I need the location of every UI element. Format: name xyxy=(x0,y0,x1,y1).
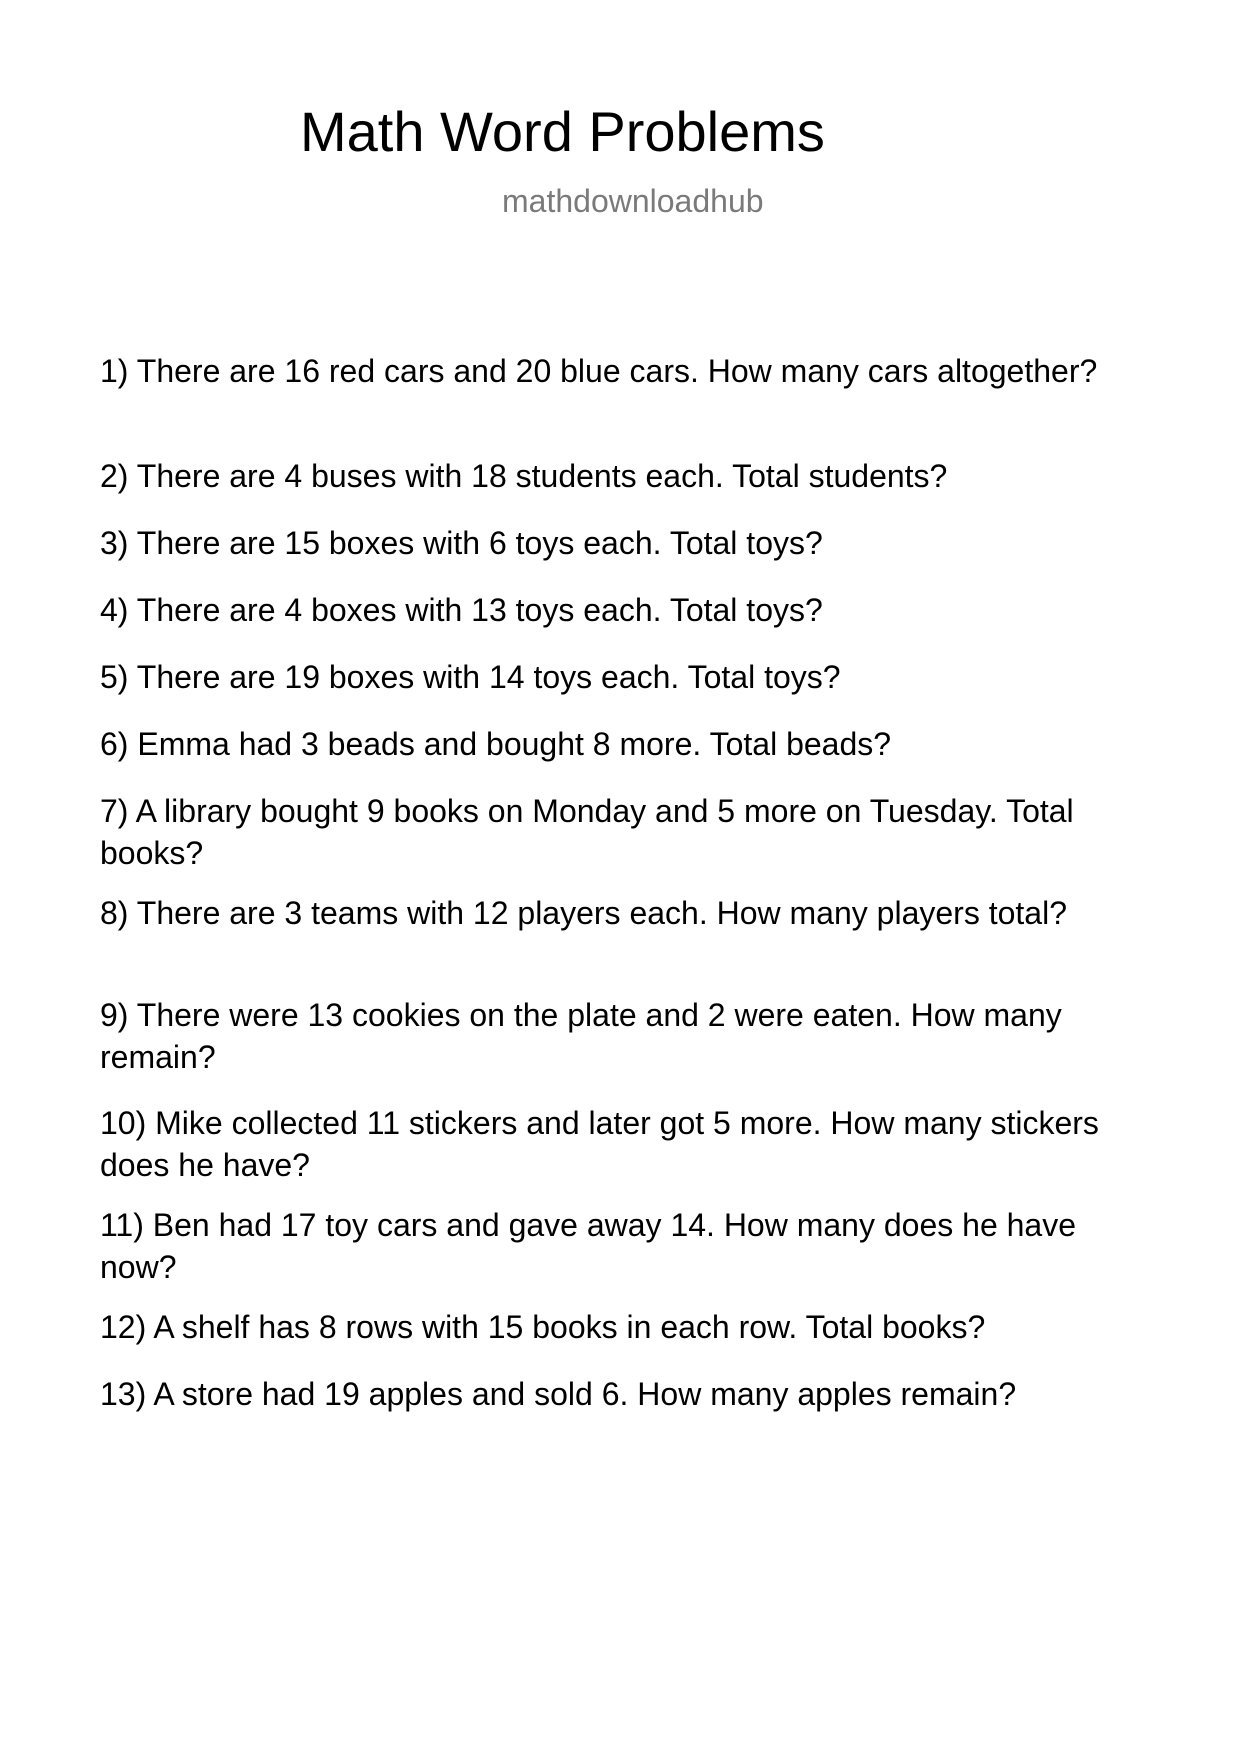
problem-7: 7) A library bought 9 books on Monday and 5 more on Tuesday. Total books? xyxy=(100,793,1074,871)
problem-1: 1) There are 16 red cars and 20 blue cars. How many cars altogether? xyxy=(100,353,1098,389)
page-subtitle: mathdownloadhub xyxy=(502,183,764,219)
problem-3: 3) There are 15 boxes with 6 toys each. Total toys? xyxy=(100,525,823,561)
problem-13: 13) A store had 19 apples and sold 6. How many apples remain? xyxy=(100,1376,1017,1412)
page-title: Math Word Problems xyxy=(300,100,825,163)
problem-2: 2) There are 4 buses with 18 students each. Total students? xyxy=(100,458,948,494)
problem-9: 9) There were 13 cookies on the plate and 2 were eaten. How many remain? xyxy=(100,997,1062,1075)
problem-6: 6) Emma had 3 beads and bought 8 more. Total beads? xyxy=(100,726,892,762)
problem-8: 8) There are 3 teams with 12 players each. How many players total? xyxy=(100,895,1067,931)
problem-4: 4) There are 4 boxes with 13 toys each. Total toys? xyxy=(100,592,823,628)
problem-12: 12) A shelf has 8 rows with 15 books in each row. Total books? xyxy=(100,1309,986,1345)
problem-10: 10) Mike collected 11 stickers and later got 5 more. How many stickers does he have? xyxy=(100,1105,1099,1183)
problem-5: 5) There are 19 boxes with 14 toys each. Total toys? xyxy=(100,659,841,695)
problem-11: 11) Ben had 17 toy cars and gave away 14. How many does he have now? xyxy=(100,1207,1077,1285)
